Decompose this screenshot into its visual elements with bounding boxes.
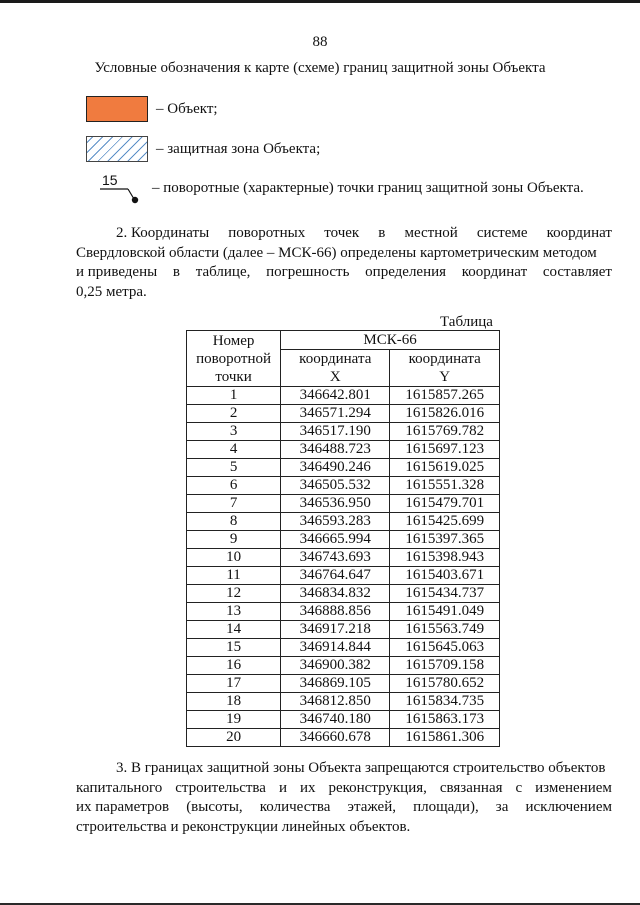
coord-y-cell: 1615709.158 bbox=[390, 657, 500, 675]
coord-y-cell: 1615697.123 bbox=[390, 441, 500, 459]
point-number-cell: 13 bbox=[187, 603, 281, 621]
legend-point-label: – поворотные (характерные) точки границ защитной зоны Объекта. bbox=[152, 180, 584, 196]
point-number-cell: 4 bbox=[187, 441, 281, 459]
point-number-cell: 7 bbox=[187, 495, 281, 513]
point-number-cell: 19 bbox=[187, 711, 281, 729]
paragraph-2 bbox=[76, 224, 612, 302]
coord-x-cell: 346642.801 bbox=[281, 387, 390, 405]
object-swatch bbox=[86, 96, 148, 122]
point-number-cell: 17 bbox=[187, 675, 281, 693]
turning-point-number: 15 bbox=[102, 172, 118, 188]
table-row bbox=[187, 567, 500, 585]
point-number-cell: 12 bbox=[187, 585, 281, 603]
point-number-cell: 20 bbox=[187, 729, 281, 747]
point-number-cell: 6 bbox=[187, 477, 281, 495]
coord-y-cell: 1615434.737 bbox=[390, 585, 500, 603]
point-number-cell: 2 bbox=[187, 405, 281, 423]
point-number-cell: 5 bbox=[187, 459, 281, 477]
table-caption: Таблица bbox=[440, 314, 493, 330]
coord-x-cell: 346812.850 bbox=[281, 693, 390, 711]
paragraph-2-line-4: 0,25 метра. bbox=[76, 283, 147, 300]
table-row bbox=[187, 639, 500, 657]
legend-zone-row bbox=[86, 134, 320, 164]
point-number-cell: 16 bbox=[187, 657, 281, 675]
header-coord-x: координата X bbox=[281, 350, 390, 387]
coord-y-cell: 1615619.025 bbox=[390, 459, 500, 477]
coord-y-cell: 1615645.063 bbox=[390, 639, 500, 657]
point-number-cell: 1 bbox=[187, 387, 281, 405]
coord-x-cell: 346488.723 bbox=[281, 441, 390, 459]
table-row bbox=[187, 441, 500, 459]
coord-y-cell: 1615403.671 bbox=[390, 567, 500, 585]
table-row bbox=[187, 729, 500, 747]
coord-x-cell: 346900.382 bbox=[281, 657, 390, 675]
table-row bbox=[187, 513, 500, 531]
coord-x-cell: 346743.693 bbox=[281, 549, 390, 567]
coord-x-cell: 346571.294 bbox=[281, 405, 390, 423]
paragraph-3 bbox=[76, 759, 612, 837]
coord-y-cell: 1615491.049 bbox=[390, 603, 500, 621]
table-row bbox=[187, 459, 500, 477]
coord-x-cell: 346505.532 bbox=[281, 477, 390, 495]
table-row bbox=[187, 495, 500, 513]
paragraph-3-line-2: капитального строительства и их реконструкция, связанная с изменением bbox=[76, 779, 612, 796]
paragraph-2-line-2: Свердловской области (далее – МСК-66) определены картометрическим методом bbox=[76, 244, 597, 261]
legend-zone-label: – защитная зона Объекта; bbox=[156, 140, 321, 157]
table-row bbox=[187, 531, 500, 549]
table-row bbox=[187, 657, 500, 675]
header-coord-y: координата Y bbox=[390, 350, 500, 387]
table-row bbox=[187, 711, 500, 729]
table-row bbox=[187, 621, 500, 639]
coord-y-cell: 1615397.365 bbox=[390, 531, 500, 549]
coord-y-cell: 1615857.265 bbox=[390, 387, 500, 405]
coord-x-cell: 346517.190 bbox=[281, 423, 390, 441]
table-row bbox=[187, 585, 500, 603]
paragraph-2-line-3: и приведены в таблице, погрешность определения координат составляет bbox=[76, 264, 612, 280]
point-number-cell: 8 bbox=[187, 513, 281, 531]
table-row bbox=[187, 423, 500, 441]
point-number-cell: 9 bbox=[187, 531, 281, 549]
table-row bbox=[187, 405, 500, 423]
zone-hatch-swatch bbox=[86, 136, 148, 162]
coord-y-cell: 1615861.306 bbox=[390, 729, 500, 747]
coord-x-cell: 346536.950 bbox=[281, 495, 390, 513]
page-number: 88 bbox=[312, 34, 328, 50]
coord-x-cell: 346593.283 bbox=[281, 513, 390, 531]
coord-y-cell: 1615769.782 bbox=[390, 423, 500, 441]
legend-heading: Условные обозначения к карте (схеме) границ защитной зоны Объекта bbox=[94, 60, 546, 76]
table-row bbox=[187, 675, 500, 693]
point-number-cell: 11 bbox=[187, 567, 281, 585]
coord-x-cell: 346660.678 bbox=[281, 729, 390, 747]
coord-y-cell: 1615398.943 bbox=[390, 549, 500, 567]
header-msk66: МСК-66 bbox=[281, 331, 500, 350]
table-row bbox=[187, 693, 500, 711]
coord-x-cell: 346490.246 bbox=[281, 459, 390, 477]
paragraph-2-line-1: 2. Координаты поворотных точек в местной системе координат bbox=[116, 225, 612, 241]
table-row bbox=[187, 477, 500, 495]
top-border bbox=[0, 0, 640, 3]
coord-y-cell: 1615551.328 bbox=[390, 477, 500, 495]
coordinates-table-body bbox=[187, 387, 500, 747]
turning-point-dot bbox=[132, 197, 138, 203]
coord-x-cell: 346740.180 bbox=[281, 711, 390, 729]
coord-y-cell: 1615834.735 bbox=[390, 693, 500, 711]
table-row bbox=[187, 603, 500, 621]
point-number-cell: 3 bbox=[187, 423, 281, 441]
table-row bbox=[187, 549, 500, 567]
coord-y-cell: 1615780.652 bbox=[390, 675, 500, 693]
turning-point-symbol bbox=[98, 172, 144, 208]
paragraph-3-line-3: их параметров (высоты, количества этажей, площади), за исключением bbox=[76, 799, 612, 815]
coord-y-cell: 1615563.749 bbox=[390, 621, 500, 639]
coord-x-cell: 346834.832 bbox=[281, 585, 390, 603]
header-point-number: Номер поворотной точки bbox=[187, 331, 281, 387]
legend-object-label: – Объект; bbox=[156, 100, 218, 117]
coordinates-table bbox=[186, 330, 500, 747]
coord-y-cell: 1615863.173 bbox=[390, 711, 500, 729]
point-number-cell: 10 bbox=[187, 549, 281, 567]
point-number-cell: 18 bbox=[187, 693, 281, 711]
coord-x-cell: 346764.647 bbox=[281, 567, 390, 585]
coord-x-cell: 346917.218 bbox=[281, 621, 390, 639]
paragraph-3-line-1: 3. В границах защитной зоны Объекта запрещаются строительство объектов bbox=[116, 760, 606, 776]
table-row bbox=[187, 387, 500, 405]
legend-object-row bbox=[86, 94, 218, 124]
coord-x-cell: 346665.994 bbox=[281, 531, 390, 549]
coord-x-cell: 346888.856 bbox=[281, 603, 390, 621]
coord-y-cell: 1615479.701 bbox=[390, 495, 500, 513]
point-number-cell: 15 bbox=[187, 639, 281, 657]
paragraph-3-line-4: строительства и реконструкции линейных объектов. bbox=[76, 818, 411, 835]
point-number-cell: 14 bbox=[187, 621, 281, 639]
coord-x-cell: 346869.105 bbox=[281, 675, 390, 693]
coord-y-cell: 1615826.016 bbox=[390, 405, 500, 423]
coord-y-cell: 1615425.699 bbox=[390, 513, 500, 531]
coord-x-cell: 346914.844 bbox=[281, 639, 390, 657]
